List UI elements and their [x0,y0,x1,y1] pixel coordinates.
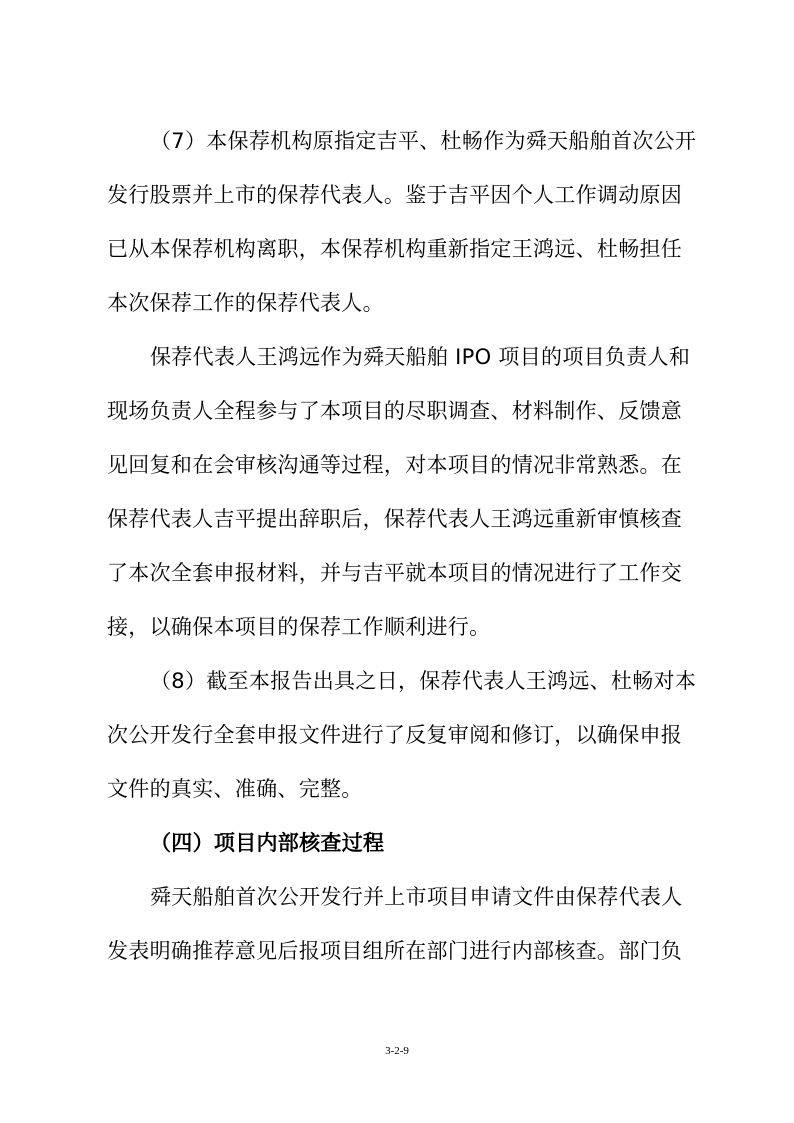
paragraph-review-line-2: 发表明确推荐意见后报项目组所在部门进行内部核查。部门负 [107,939,683,963]
section-heading: （四）项目内部核查过程 [150,831,385,855]
page-number: 3-2-9 [385,1045,409,1057]
paragraph-7-line-3: 已从本保荐机构离职，本保荐机构重新指定王鸿远、杜畅担任 [107,237,683,261]
paragraph-8-line-2: 次公开发行全套申报文件进行了反复审阅和修订，以确保申报 [107,723,683,747]
paragraph-7-line-4: 本次保荐工作的保荐代表人。 [107,291,384,315]
paragraph-review-line-1: 舜天船舶首次公开发行并上市项目申请文件由保荐代表人 [150,885,683,909]
paragraph-wang-line-1: 保荐代表人王鸿远作为舜天船舶 IPO 项目的项目负责人和 [150,345,691,369]
paragraph-7-line-2: 发行股票并上市的保荐代表人。鉴于吉平因个人工作调动原因 [107,183,683,207]
paragraph-7-line-1: （7）本保荐机构原指定吉平、杜畅作为舜天船舶首次公开 [150,129,697,153]
paragraph-8-line-1: （8）截至本报告出具之日，保荐代表人王鸿远、杜畅对本 [150,669,697,693]
paragraph-wang-line-4: 保荐代表人吉平提出辞职后，保荐代表人王鸿远重新审慎核查 [107,507,683,531]
paragraph-wang-line-3: 见回复和在会审核沟通等过程，对本项目的情况非常熟悉。在 [107,453,683,477]
paragraph-wang-line-2: 现场负责人全程参与了本项目的尽职调查、材料制作、反馈意 [107,399,683,423]
paragraph-wang-line-5: 了本次全套申报材料，并与吉平就本项目的情况进行了工作交 [107,561,683,585]
paragraph-wang-line-6: 接，以确保本项目的保荐工作顺利进行。 [107,615,491,639]
paragraph-8-line-3: 文件的真实、准确、完整。 [107,777,363,801]
